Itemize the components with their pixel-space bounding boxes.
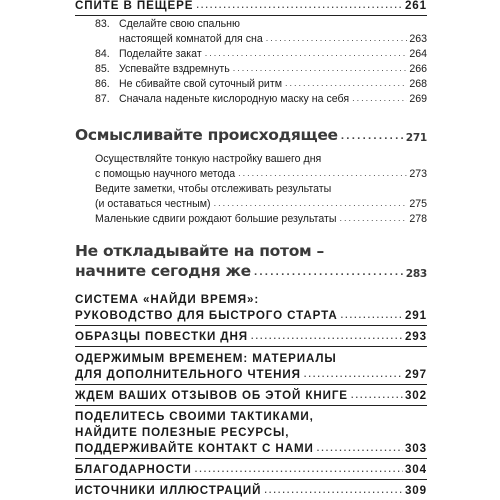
toc-entry-title-cont: ПОДДЕРЖИВАЙТЕ КОНТАКТ С НАМИ (75, 442, 314, 455)
toc-subentry-title: Поделайте закат (119, 48, 202, 61)
toc-page-number: 302 (404, 389, 427, 402)
toc-page-number: 297 (404, 368, 427, 381)
dot-leader (341, 133, 404, 142)
toc-section-start-cont[interactable] (75, 264, 427, 280)
toc-subentry-86[interactable] (95, 79, 427, 90)
toc-entry-title: ПОДЕЛИТЕСЬ СВОИМИ ТАКТИКАМИ, (75, 410, 314, 423)
toc-page-number: 269 (409, 93, 427, 106)
divider-rule (75, 346, 427, 347)
toc-subentry-87[interactable] (95, 94, 427, 105)
toc-subentry-title: Успевайте вздремнуть (119, 63, 230, 76)
toc-entry-share-tactics[interactable] (75, 411, 427, 423)
toc-page-number: 264 (409, 48, 427, 61)
toc-page-number: 283 (405, 267, 427, 280)
toc-entry-title: БЛАГОДАРНОСТИ (75, 463, 192, 476)
toc-subentry-title: Осуществляйте тонкую настройку вашего дня (95, 153, 322, 165)
toc-page-number: 293 (404, 330, 427, 343)
toc-page-number: 275 (409, 198, 427, 211)
dot-leader (285, 79, 407, 88)
toc-subentry-reflect-1-cont[interactable] (95, 169, 427, 180)
toc-page-number: 261 (404, 0, 427, 12)
toc-subentry-title-cont: настоящей комнатой для сна (119, 33, 263, 46)
dot-leader (214, 199, 408, 208)
toc-subentry-83-cont[interactable] (119, 34, 427, 45)
dot-leader (351, 391, 403, 400)
divider-rule (75, 15, 427, 16)
toc-subentry-title-cont: (и оставаться честным) (95, 198, 211, 211)
toc-entry-further-reading-cont[interactable] (75, 369, 427, 381)
toc-page-number: 271 (405, 131, 427, 144)
toc-entry-acknowledgements[interactable] (75, 464, 427, 476)
dot-leader (264, 486, 403, 495)
dot-leader (304, 370, 403, 379)
toc-page-number: 266 (409, 63, 427, 76)
dot-leader (317, 444, 403, 453)
dot-leader (352, 94, 407, 103)
toc-section-reflect[interactable] (75, 128, 427, 144)
item-number: 87. (95, 93, 110, 106)
toc-subentry-reflect-2[interactable] (95, 184, 427, 195)
dot-leader (254, 269, 404, 278)
toc-page-number: 273 (409, 168, 427, 181)
dot-leader (341, 311, 403, 320)
toc-subentry-reflect-1[interactable] (95, 154, 427, 165)
dot-leader (233, 64, 408, 73)
toc-entry-share-tactics-cont2[interactable] (75, 443, 427, 455)
toc-page-number: 304 (404, 463, 427, 476)
toc-entry-share-tactics-cont[interactable] (75, 427, 427, 439)
toc-page-number: 263 (409, 33, 427, 46)
toc-subentry-title: Маленькие сдвиги рождают большие результаты (95, 213, 337, 226)
divider-rule (75, 458, 427, 459)
toc-page-number: 268 (409, 78, 427, 91)
section-title-cont: начните сегодня же (75, 262, 251, 280)
toc-entry-further-reading[interactable] (75, 353, 427, 365)
toc-entry-title: ИСТОЧНИКИ ИЛЛЮСТРАЦИЙ (75, 484, 262, 497)
toc-subentry-84[interactable] (95, 49, 427, 60)
toc-subentry-reflect-3[interactable] (95, 214, 427, 225)
section-title: Осмысливайте происходящее (75, 126, 338, 144)
divider-rule (75, 325, 427, 326)
divider-rule (75, 405, 427, 406)
dot-leader (251, 332, 403, 341)
toc-entry-title: СПИТЕ В ПЕЩЕРЕ (75, 0, 194, 12)
toc-entry-title: СИСТЕМА «НАЙДИ ВРЕМЯ»: (75, 293, 260, 306)
toc-subentry-title: Не сбивайте свой суточный ритм (119, 78, 282, 91)
toc-entry-title-cont: НАЙДИТЕ ПОЛЕЗНЫЕ РЕСУРСЫ, (75, 426, 290, 439)
toc-entry-illustration-credits[interactable] (75, 485, 427, 497)
toc-entry-title: ОБРАЗЦЫ ПОВЕСТКИ ДНЯ (75, 330, 248, 343)
toc-subentry-title: Сначала наденьте кислородную маску на себя (119, 93, 350, 106)
item-number: 83. (95, 18, 110, 30)
divider-rule (75, 479, 427, 480)
toc-entry-quickstart-cont[interactable] (75, 310, 427, 322)
section-title: Не откладывайте на потом – (75, 242, 324, 260)
toc-entry-title: ОДЕРЖИМЫМ ВРЕМЕНЕМ: МАТЕРИАЛЫ (75, 352, 337, 365)
dot-leader (340, 214, 408, 223)
dot-leader (205, 49, 408, 58)
dot-leader (238, 169, 407, 178)
toc-subentry-title-cont: с помощью научного метода (95, 168, 236, 181)
toc-page-number: 303 (404, 442, 427, 455)
item-number: 85. (95, 63, 110, 76)
dot-leader (196, 1, 403, 10)
toc-subentry-83[interactable] (95, 19, 427, 30)
toc-page-number: 291 (404, 309, 427, 322)
dot-leader (195, 465, 403, 474)
toc-subentry-reflect-2-cont[interactable] (95, 199, 427, 210)
toc-entry-title-cont: ДЛЯ ДОПОЛНИТЕЛЬНОГО ЧТЕНИЯ (75, 368, 301, 381)
toc-entry-agenda-samples[interactable] (75, 331, 427, 343)
toc-entry-title: ЖДЕМ ВАШИХ ОТЗЫВОВ ОБ ЭТОЙ КНИГЕ (75, 389, 348, 402)
divider-rule (75, 384, 427, 385)
toc-entry-quickstart[interactable] (75, 294, 427, 306)
toc-page-number: 278 (409, 213, 427, 226)
toc-subentry-title: Ведите заметки, чтобы отслеживать результаты (95, 183, 332, 195)
toc-entry-cave[interactable] (75, 0, 427, 12)
item-number: 86. (95, 78, 110, 91)
toc-subentry-85[interactable] (95, 64, 427, 75)
item-number: 84. (95, 48, 110, 61)
toc-entry-feedback[interactable] (75, 390, 427, 402)
toc-page-number: 309 (404, 484, 427, 497)
toc-section-start[interactable] (75, 244, 427, 260)
toc-entry-title-cont: РУКОВОДСТВО ДЛЯ БЫСТРОГО СТАРТА (75, 309, 338, 322)
toc-subentry-title: Сделайте свою спальню (119, 18, 240, 30)
dot-leader (266, 34, 408, 43)
